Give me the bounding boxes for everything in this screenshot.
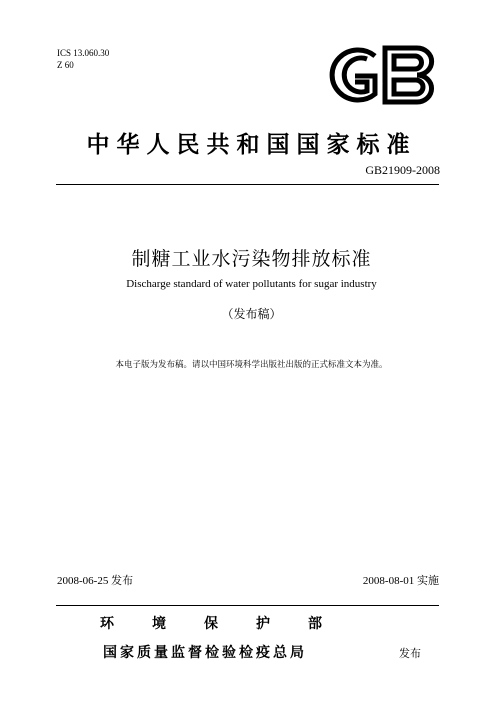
title-chinese: 制糖工业水污染物排放标准 (131, 248, 372, 270)
electronic-version-note: 本电子版为发布稿。请以中国环境科学出版社出版的正式标准文本为准。 (115, 360, 388, 370)
issuer-ministry: 环境保护部 (100, 616, 360, 632)
divider-bottom (56, 605, 439, 606)
svg-text:GB: GB (381, 84, 383, 85)
ccs-code: Z 60 (57, 60, 74, 70)
draft-label: （发布稿） (221, 307, 282, 321)
national-standard-heading: 中华人民共和国国家标准 (86, 132, 417, 158)
issuer-aqsiq: 国家质量监督检验检疫总局 (103, 645, 307, 661)
gb-logo (323, 44, 441, 106)
issue-date: 2008-06-25 发布 (57, 575, 134, 587)
title-english: Discharge standard of water pollutants for sugar industry (126, 278, 377, 290)
ics-code: ICS 13.060.30 (57, 48, 110, 58)
publish-label: 发布 (399, 647, 421, 660)
divider-top (56, 184, 439, 185)
implementation-date: 2008-08-01 实施 (362, 575, 439, 587)
standard-code: GB21909-2008 (365, 163, 440, 177)
